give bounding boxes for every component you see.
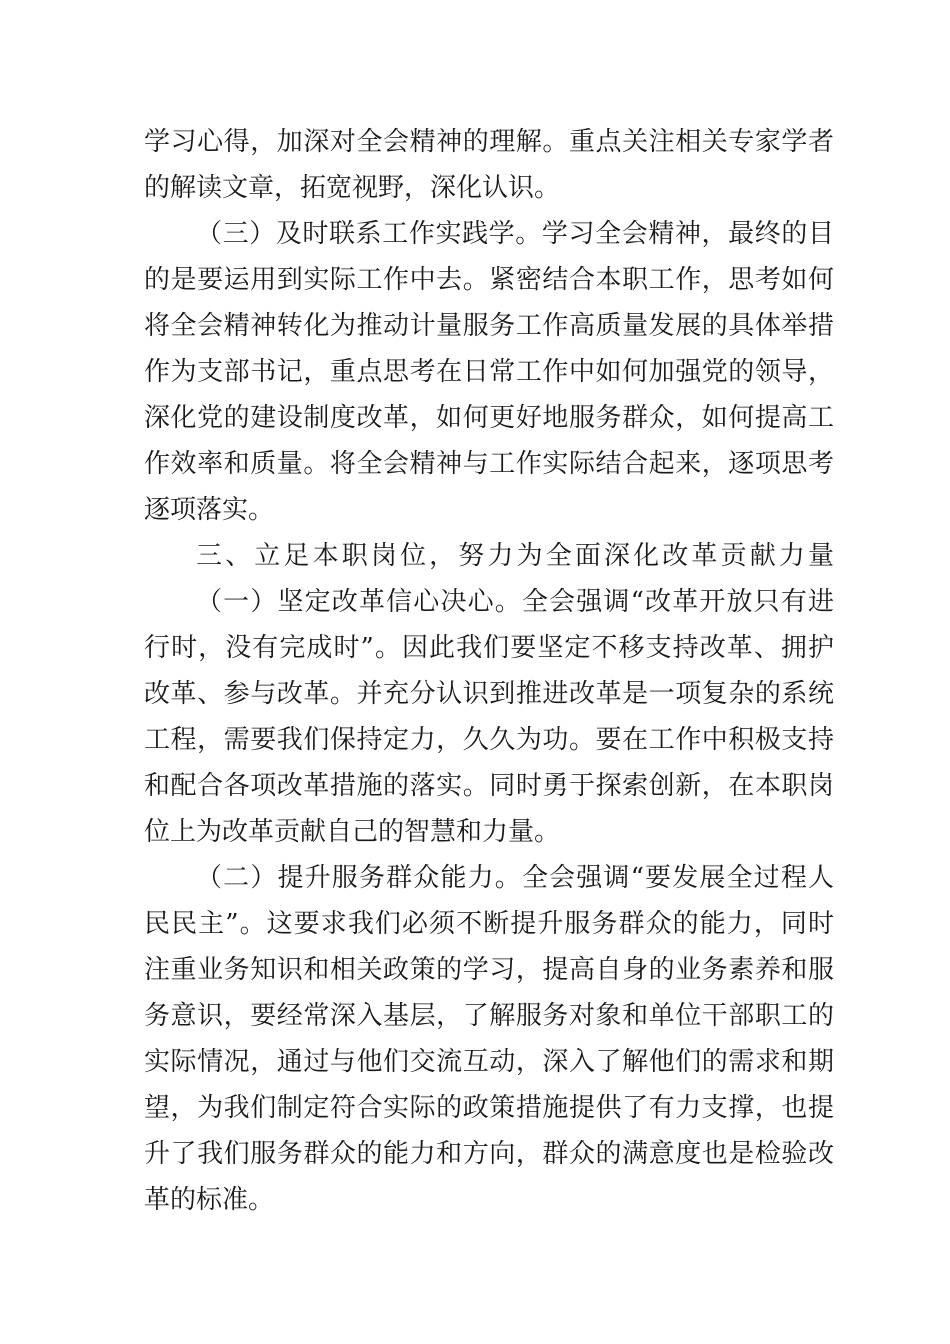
body-text: 全会强调“改革开放只有进 xyxy=(521,587,834,617)
section-lead: （二）提升服务群众能力。 xyxy=(196,863,522,893)
section-heading: 三、立足本职岗位，努力为全面深化改革贡献力量 xyxy=(196,541,834,571)
body-line: 位上为改革贡献自己的智慧和力量。 xyxy=(144,817,561,847)
body-line: 作为支部书记，重点思考在日常工作中如何加强党的领导， xyxy=(144,357,834,387)
body-line: 注重业务知识和相关政策的学习，提高自身的业务素养和服 xyxy=(144,955,834,985)
body-line: 民民主”。这要求我们必须不断提升服务群众的能力，同时 xyxy=(144,909,834,939)
body-line: 升了我们服务群众的能力和方向，群众的满意度也是检验改 xyxy=(144,1139,834,1169)
paragraph-start xyxy=(196,214,834,254)
body-line: 将全会精神转化为推动计量服务工作高质量发展的具体举措 xyxy=(144,311,834,341)
body-line: 的是要运用到实际工作中去。紧密结合本职工作，思考如何 xyxy=(144,265,834,295)
body-line: 深化党的建设制度改革，如何更好地服务群众，如何提高工 xyxy=(144,403,834,433)
body-line: 务意识，要经常深入基层，了解服务对象和单位干部职工的 xyxy=(144,1001,834,1031)
body-line: 望，为我们制定符合实际的政策措施提供了有力支撑，也提 xyxy=(144,1093,834,1123)
body-line: 革的标准。 xyxy=(144,1185,275,1215)
body-line: 工程，需要我们保持定力，久久为功。要在工作中积极支持 xyxy=(144,725,834,755)
body-line: 行时，没有完成时”。因此我们要坚定不移支持改革、拥护 xyxy=(144,633,834,663)
body-text: 学习全会精神，最终的目 xyxy=(541,219,834,249)
body-line: 实际情况，通过与他们交流互动，深入了解他们的需求和期 xyxy=(144,1047,834,1077)
body-line: 逐项落实。 xyxy=(144,495,275,525)
body-line: 作效率和质量。将全会精神与工作实际结合起来，逐项思考 xyxy=(144,449,834,479)
body-line: 和配合各项改革措施的落实。同时勇于探索创新，在本职岗 xyxy=(144,771,834,801)
body-text: 全会强调“要发展全过程人 xyxy=(521,863,834,893)
paragraph-start xyxy=(196,582,834,622)
body-line: 改革、参与改革。并充分认识到推进改革是一项复杂的系统 xyxy=(144,679,834,709)
section-lead: （三）及时联系工作实践学。 xyxy=(196,219,542,249)
body-line: 的解读文章，拓宽视野，深化认识。 xyxy=(144,173,561,203)
section-lead: （一）坚定改革信心决心。 xyxy=(196,587,522,617)
paragraph-start xyxy=(196,858,834,898)
body-line: 学习心得，加深对全会精神的理解。重点关注相关专家学者 xyxy=(144,127,834,157)
